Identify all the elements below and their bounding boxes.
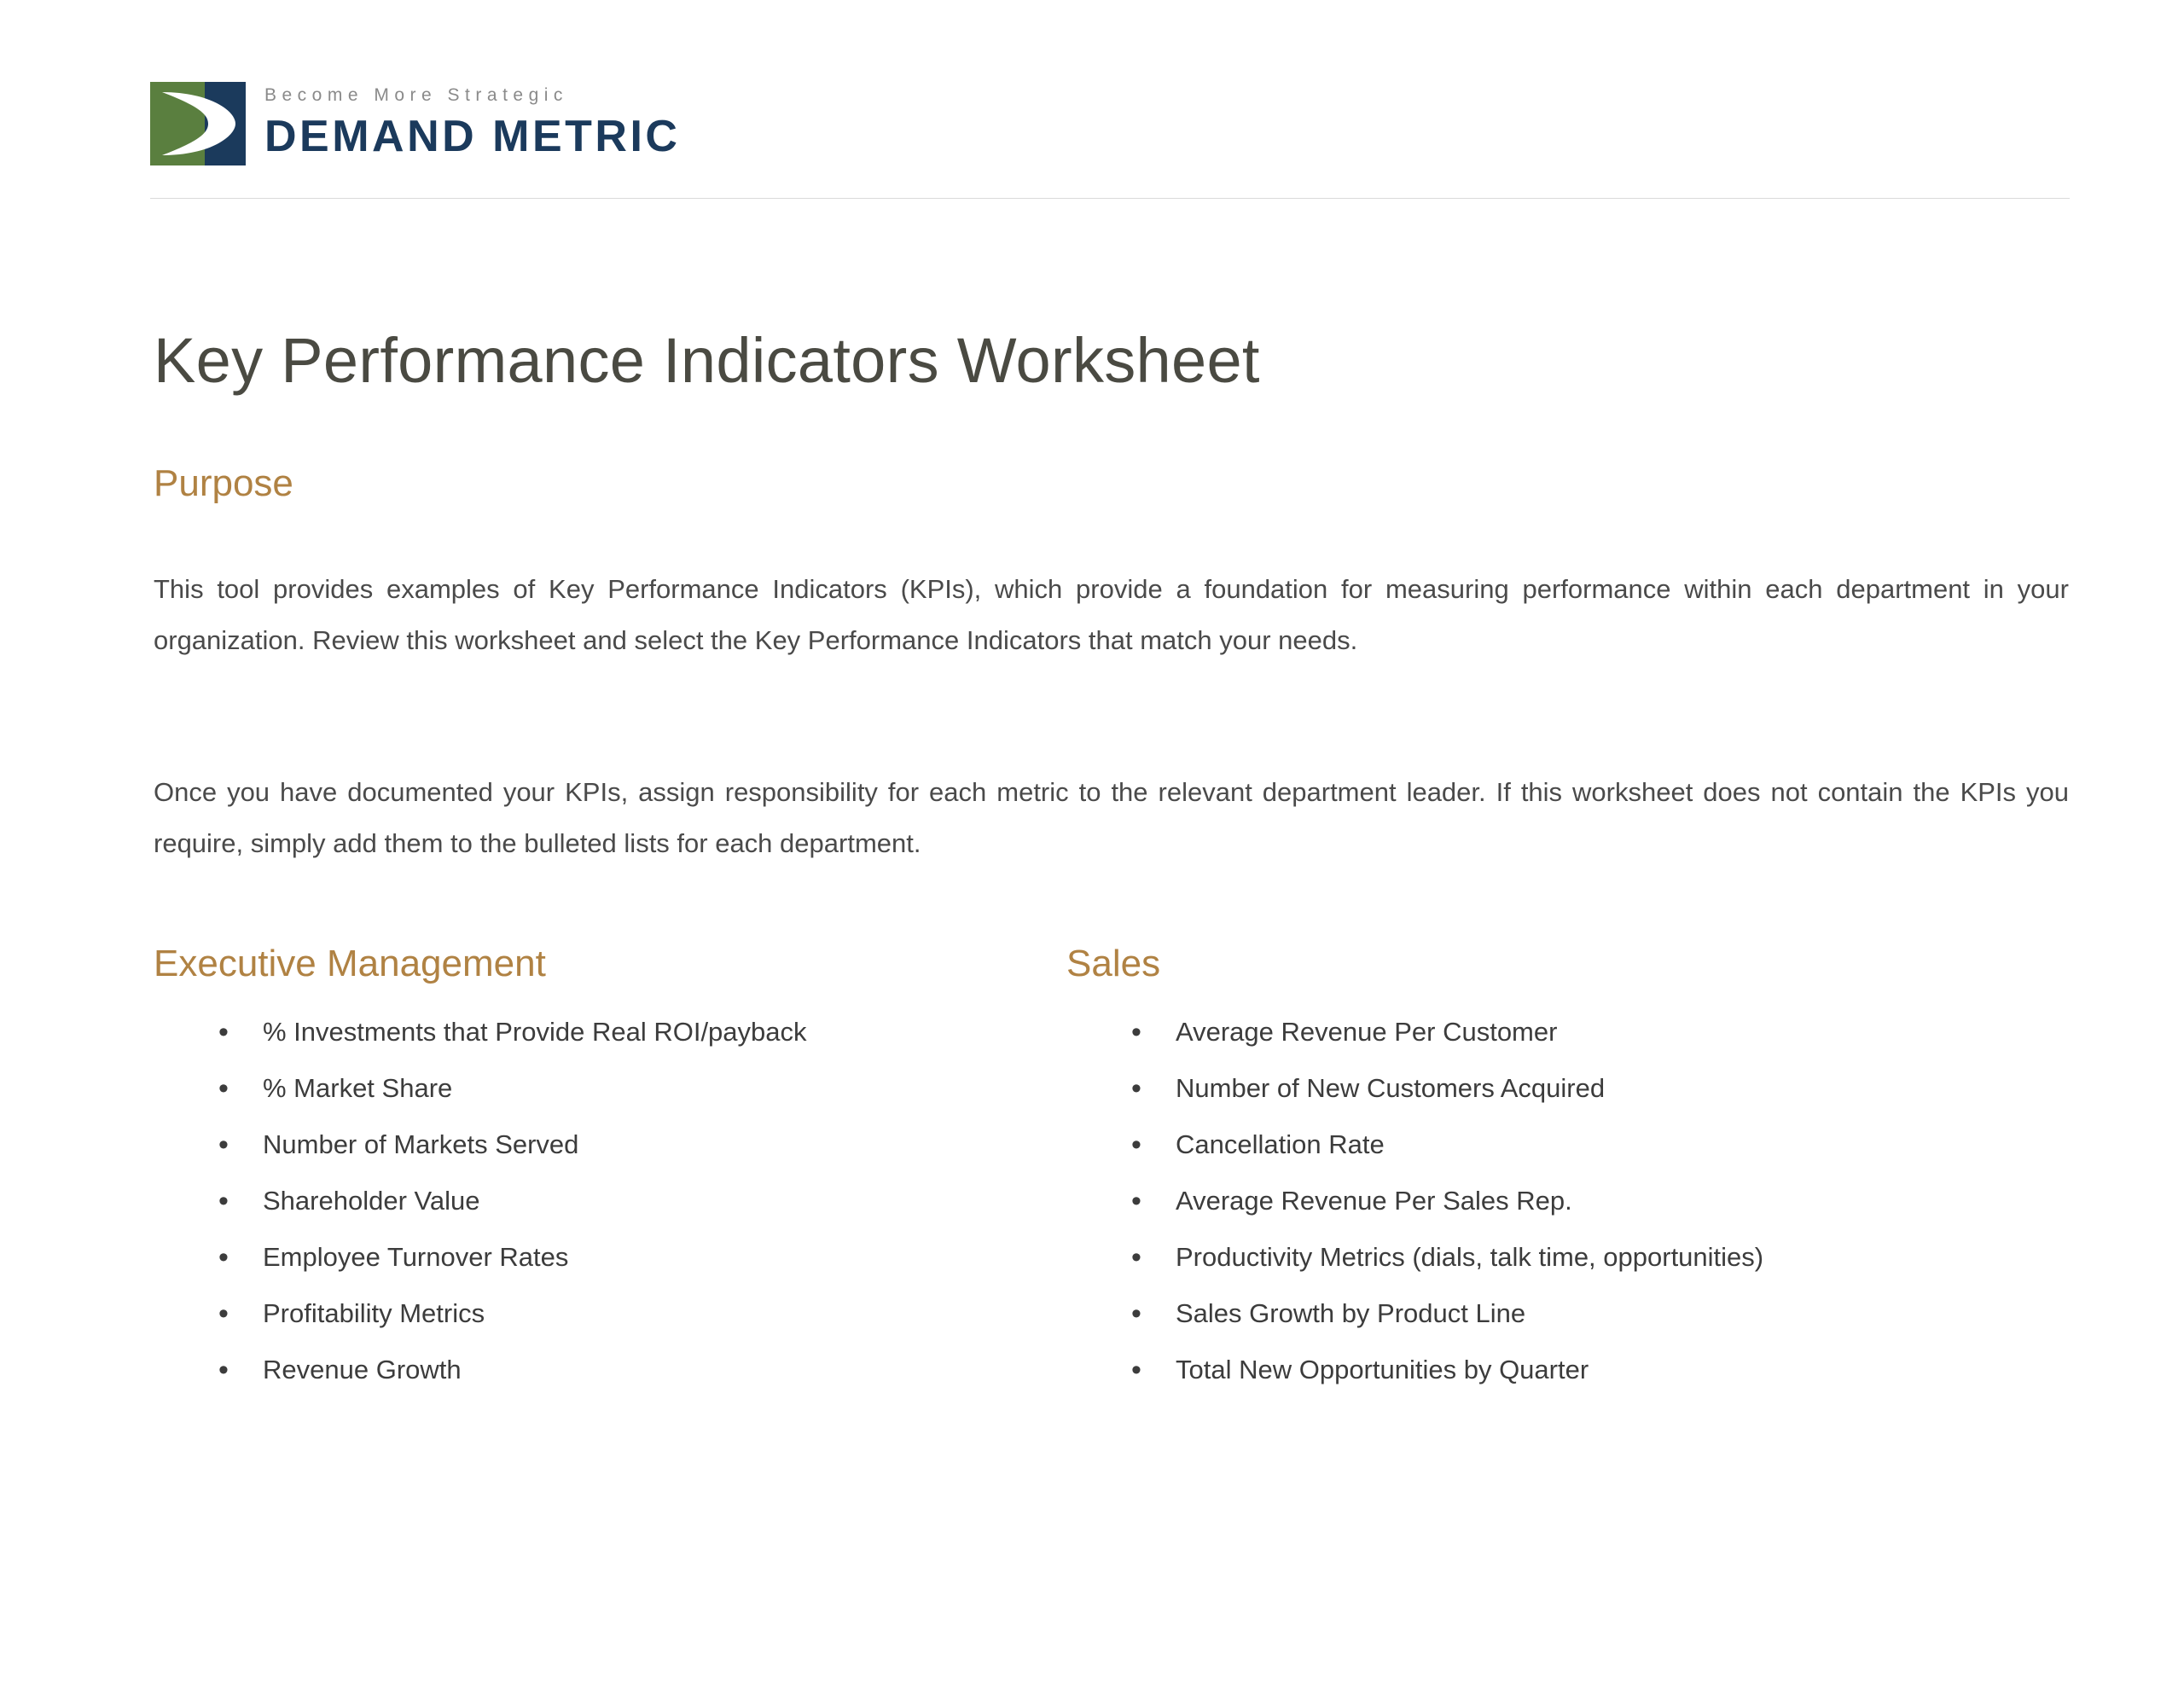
purpose-paragraph-1: This tool provides examples of Key Performance Indicators (KPIs), which provide a foundation for measuring performance within each department in your organization. Review this worksheet and select the Key Performance Indicators that match your needs. <box>154 574 2069 655</box>
executive-management-heading: Executive Management <box>154 943 546 984</box>
brand-tagline: Become More Strategic <box>264 85 568 105</box>
brand-logo-text <box>264 85 680 162</box>
document-header <box>150 82 2070 165</box>
list-item: • Cancellation Rate <box>1116 1117 2073 1173</box>
sales-heading: Sales <box>1066 943 1161 984</box>
executive-management-list <box>154 1004 1066 1398</box>
list-item: • Sales Growth by Product Line <box>1116 1286 2073 1342</box>
list-item: • Average Revenue Per Customer <box>1116 1004 2073 1060</box>
purpose-paragraph-2: Once you have documented your KPIs, assign responsibility for each metric to the relevant department leader. If this worksheet does not contain the KPIs you require, simply add them to the bulleted lists for each department. <box>154 777 2069 858</box>
list-item: • Employee Turnover Rates <box>203 1229 1066 1286</box>
executive-management-section <box>154 943 1066 1398</box>
list-item: • Number of Markets Served <box>203 1117 1066 1173</box>
page-title: Key Performance Indicators Worksheet <box>154 324 1260 396</box>
logo-swoosh-icon <box>157 89 239 159</box>
list-item: • Productivity Metrics (dials, talk time, opportunities) <box>1116 1229 2073 1286</box>
list-item: • % Investments that Provide Real ROI/payback <box>203 1004 1066 1060</box>
sales-list <box>1066 1004 2073 1398</box>
demand-metric-logo-icon <box>150 82 246 165</box>
header-divider <box>150 198 2070 199</box>
list-item: • Number of New Customers Acquired <box>1116 1060 2073 1117</box>
purpose-heading: Purpose <box>154 461 293 504</box>
list-item: • % Market Share <box>203 1060 1066 1117</box>
list-item: • Average Revenue Per Sales Rep. <box>1116 1173 2073 1229</box>
sales-section <box>1066 943 2073 1398</box>
list-item: • Shareholder Value <box>203 1173 1066 1229</box>
list-item: • Total New Opportunities by Quarter <box>1116 1342 2073 1398</box>
brand-name: DEMAND METRIC <box>264 112 681 161</box>
brand-logo <box>150 82 2070 165</box>
list-item: • Revenue Growth <box>203 1342 1066 1398</box>
list-item: • Profitability Metrics <box>203 1286 1066 1342</box>
